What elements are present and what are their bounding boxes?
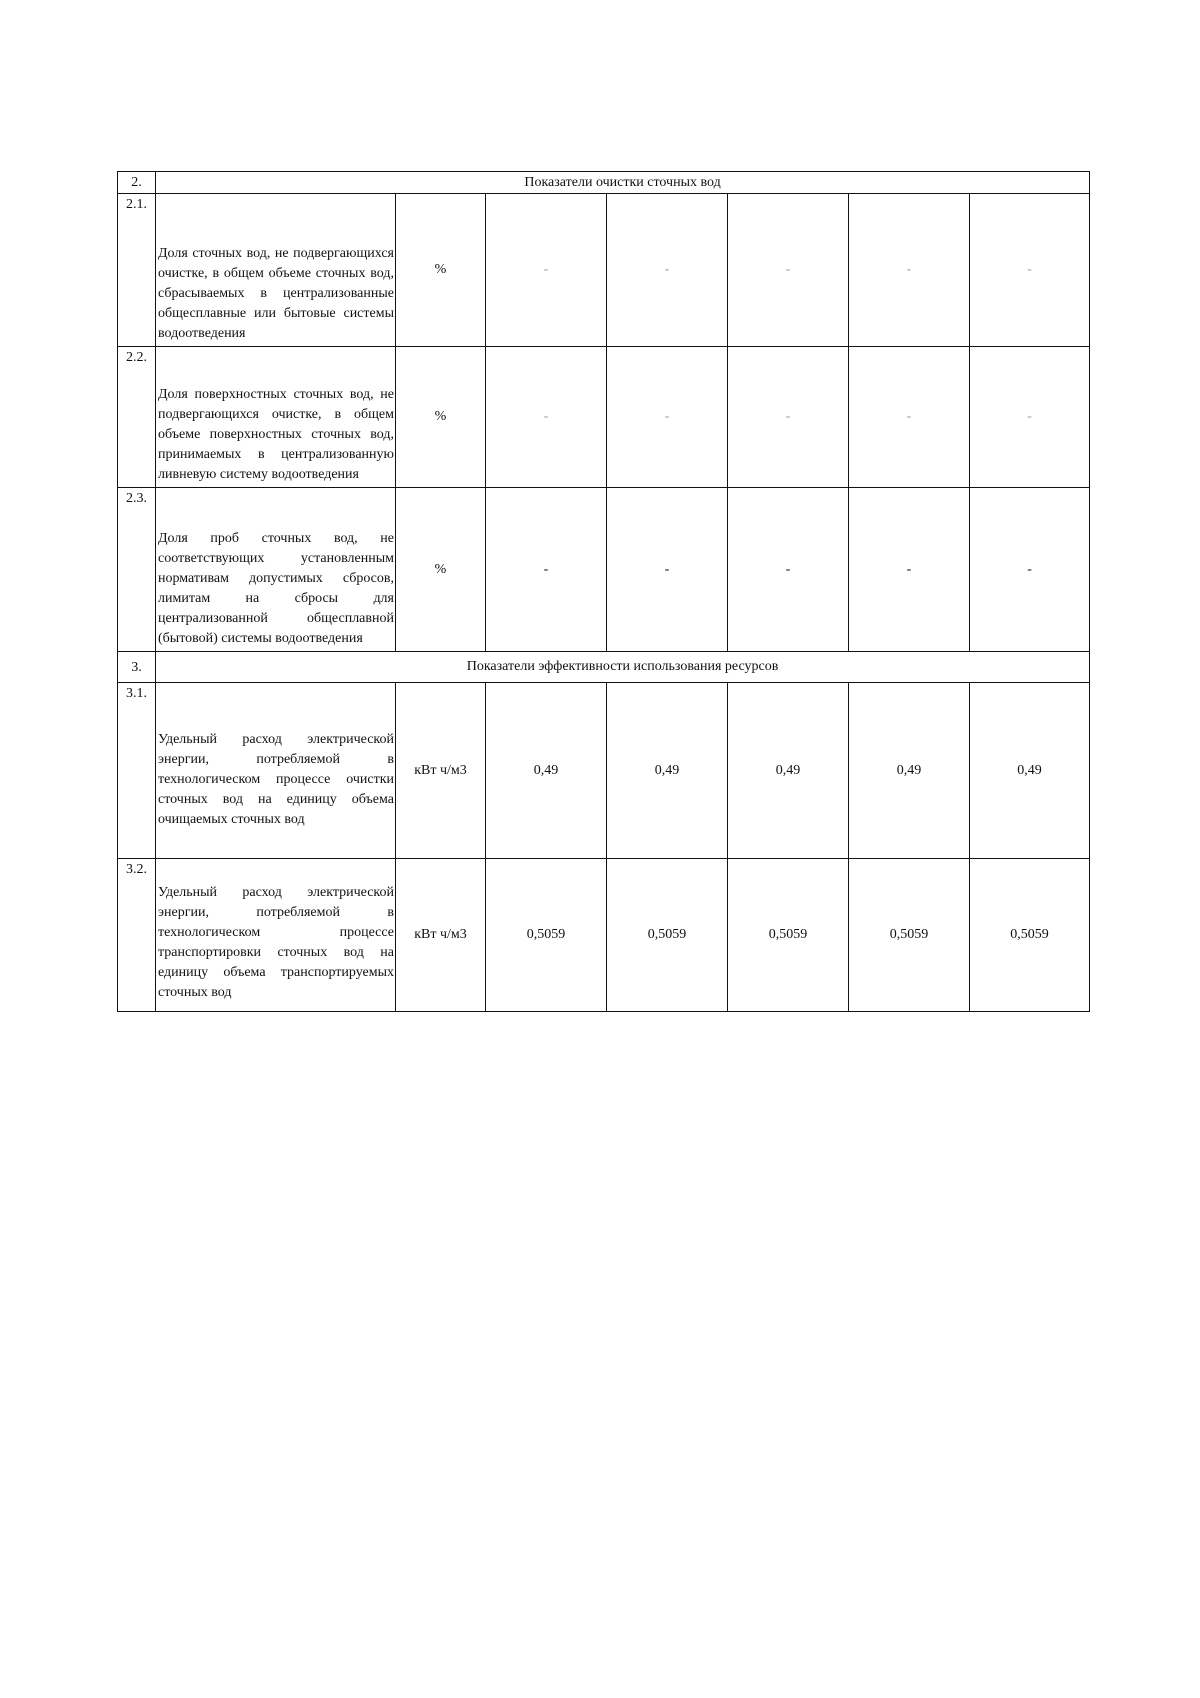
value-cell: 0,5059 xyxy=(607,859,728,1012)
value-cell: - xyxy=(970,488,1090,652)
section-title: Показатели очистки сточных вод xyxy=(156,172,1090,194)
indicator-description: Доля сточных вод, не подвергающихся очистке, в общем объеме сточных вод, сбрасываемых в централизованные общесплавные или бытовые системы водоотведения xyxy=(156,194,396,347)
value-cell: - xyxy=(849,347,970,488)
indicators-table xyxy=(117,171,1090,1012)
section-header-row xyxy=(118,172,1090,194)
section-header-row xyxy=(118,652,1090,683)
value-cell: - xyxy=(607,347,728,488)
table-row xyxy=(118,347,1090,488)
section-number: 2. xyxy=(118,172,156,194)
row-number: 2.1. xyxy=(118,194,156,347)
value-cell: 0,49 xyxy=(970,683,1090,859)
value-cell: - xyxy=(728,347,849,488)
table-row xyxy=(118,194,1090,347)
value-cell: - xyxy=(970,194,1090,347)
indicator-description: Удельный расход электрической энергии, потребляемой в технологическом процессе очистки сточных вод на единицу объема очищаемых сточных вод xyxy=(156,683,396,859)
row-number: 2.3. xyxy=(118,488,156,652)
unit-cell: % xyxy=(396,488,486,652)
unit-cell: % xyxy=(396,194,486,347)
row-number: 2.2. xyxy=(118,347,156,488)
row-number: 3.1. xyxy=(118,683,156,859)
table-row xyxy=(118,683,1090,859)
value-cell: - xyxy=(486,194,607,347)
unit-cell: кВт ч/м3 xyxy=(396,683,486,859)
value-cell: - xyxy=(486,347,607,488)
table-row xyxy=(118,859,1090,1012)
value-cell: 0,49 xyxy=(728,683,849,859)
table-row xyxy=(118,488,1090,652)
value-cell: - xyxy=(849,194,970,347)
value-cell: - xyxy=(728,488,849,652)
value-cell: 0,49 xyxy=(486,683,607,859)
value-cell: - xyxy=(486,488,607,652)
indicator-description: Удельный расход электрической энергии, потребляемой в технологическом процессе транспортировки сточных вод на единицу объема транспортируемых сточных вод xyxy=(156,859,396,1012)
section-title: Показатели эффективности использования ресурсов xyxy=(156,652,1090,683)
row-number: 3.2. xyxy=(118,859,156,1012)
value-cell: 0,49 xyxy=(607,683,728,859)
value-cell: - xyxy=(849,488,970,652)
value-cell: - xyxy=(728,194,849,347)
value-cell: - xyxy=(607,194,728,347)
unit-cell: кВт ч/м3 xyxy=(396,859,486,1012)
value-cell: 0,5059 xyxy=(486,859,607,1012)
value-cell: 0,5059 xyxy=(849,859,970,1012)
indicator-description: Доля поверхностных сточных вод, не подвергающихся очистке, в общем объеме поверхностных сточных вод, принимаемых в централизованную ливневую систему водоотведения xyxy=(156,347,396,488)
value-cell: 0,5059 xyxy=(728,859,849,1012)
value-cell: - xyxy=(607,488,728,652)
unit-cell: % xyxy=(396,347,486,488)
value-cell: 0,49 xyxy=(849,683,970,859)
indicator-description: Доля проб сточных вод, не соответствующих установленным нормативам допустимых сбросов, лимитам на сбросы для централизованной общесплавной (бытовой) системы водоотведения xyxy=(156,488,396,652)
value-cell: 0,5059 xyxy=(970,859,1090,1012)
value-cell: - xyxy=(970,347,1090,488)
section-number: 3. xyxy=(118,652,156,683)
